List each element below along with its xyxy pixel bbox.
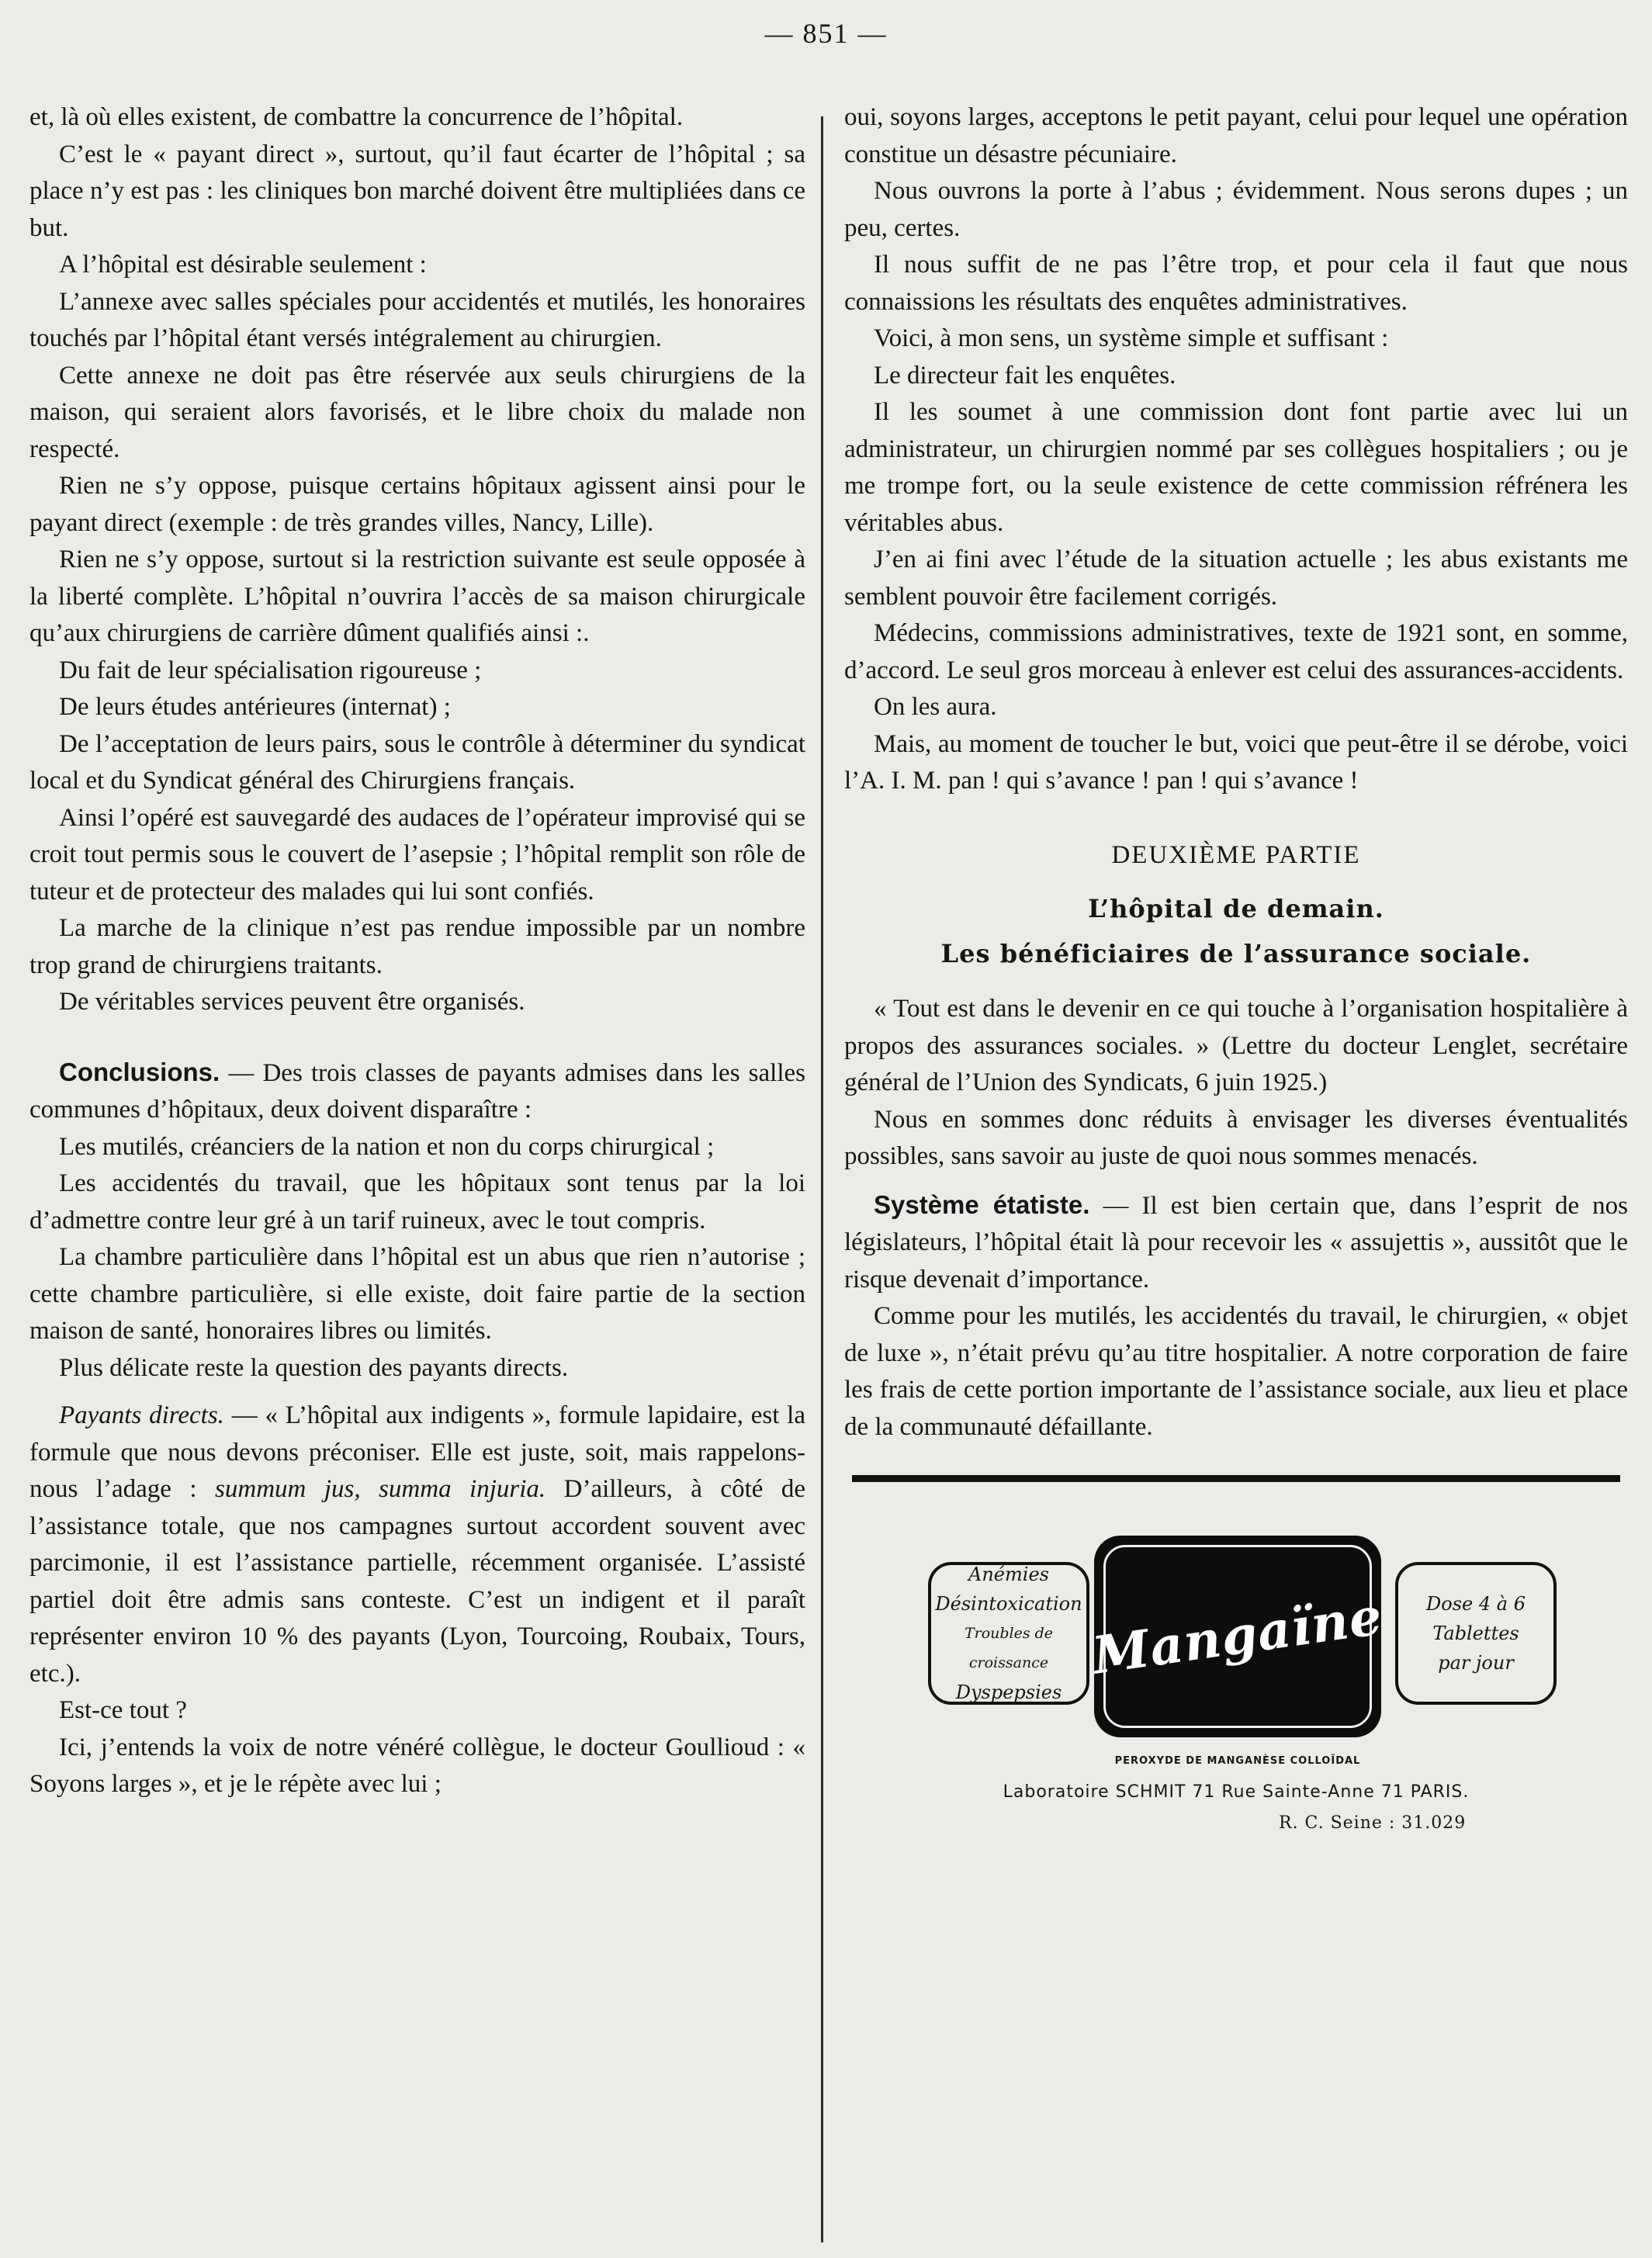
ad-divider	[852, 1475, 1620, 1482]
quote-paragraph: « Tout est dans le devenir en ce qui touche à l’organisation hospitalière à propos des assurances sociales. » (Lettre du docteur Lenglet, secrétaire général de l’Union des Syndicats, 6 juin 1925.)	[844, 995, 1628, 1096]
ad-indication: Troubles de croissance	[964, 1625, 1054, 1671]
paragraph: Les mutilés, créanciers de la nation et non du corps chirurgical ;	[59, 1132, 715, 1161]
paragraph: Rien ne s’y oppose, surtout si la restriction suivante est seule opposée à la liberté complète. L’hôpital n’ouvrira l’accès de sa maison chirurgicale qu’aux chirurgiens de carrière dûment qualifiés ainsi :.	[29, 545, 805, 647]
ad-registry-number: R. C. Seine : 31.029	[1279, 1813, 1467, 1833]
conclusions-paragraph	[29, 1054, 805, 1129]
paragraph: Nous en sommes donc réduits à envisager les diverses éventualités possibles, sans savoir au juste de quoi nous sommes menacés.	[844, 1105, 1628, 1170]
paragraph: On les aura.	[874, 693, 997, 721]
paragraph: Du fait de leur spécialisation rigoureuse ;	[59, 656, 482, 684]
ad-dosage: Dose 4 à 6	[1426, 1593, 1526, 1615]
paragraph: Plus délicate reste la question des payants directs.	[59, 1353, 569, 1382]
paragraph: Ici, j’entends la voix de notre vénéré collègue, le docteur Goullioud : « Soyons larges », et je le répète avec lui ;	[29, 1733, 805, 1798]
ad-indication: Désintoxication	[935, 1593, 1082, 1615]
paragraph: et, là où elles existent, de combattre la concurrence de l’hôpital.	[29, 103, 684, 131]
paragraph: Ainsi l’opéré est sauvegardé des audaces de l’opérateur improvisé qui se croit tout permis sous le couvert de l’asepsie ; l’hôpital remplit son rôle de tuteur et de protecteur des malades qui lui sont confiés.	[29, 803, 805, 906]
ad-dosage-box	[1395, 1562, 1557, 1705]
paragraph: A l’hôpital est désirable seulement :	[59, 251, 427, 279]
ad-indications-box	[928, 1562, 1089, 1705]
conclusions-heading: Conclusions.	[59, 1057, 220, 1086]
paragraph: La chambre particulière dans l’hôpital est un abus que rien n’autorise ; cette chambre particulière, si elle existe, doit faire partie de la section maison de santé, honoraires libres ou limités.	[29, 1243, 805, 1345]
paragraph: Médecins, commissions administratives, texte de 1921 sont, en somme, d’accord. Le seul gros morceau à enlever est celui des assurances-accidents.	[844, 619, 1628, 684]
paragraph: Le directeur fait les enquêtes.	[874, 361, 1176, 390]
paragraph: Mais, au moment de toucher le but, voici que peut-être il se dérobe, voici l’A. I. M. pan ! qui s’avance ! pan ! qui s’avance !	[844, 729, 1628, 795]
column-divider	[821, 116, 823, 2242]
left-column	[29, 99, 805, 1803]
paragraph: La marche de la clinique n’est pas rendue impossible par un nombre trop grand de chirurgiens traitants.	[29, 914, 805, 979]
paragraph: Nous ouvrons la porte à l’abus ; évidemment. Nous serons dupes ; un peu, certes.	[844, 177, 1628, 242]
paragraph: Il nous suffit de ne pas l’être trop, et pour cela il faut que nous connaissions les résultats des enquêtes administratives.	[844, 251, 1628, 316]
ad-brand-plate	[1089, 1536, 1387, 1737]
ad-laboratory-address: Laboratoire SCHMIT 71 Rue Sainte-Anne 71 PARIS.	[1003, 1782, 1470, 1802]
right-column	[844, 99, 1628, 1840]
brand-logo: Mangaïne	[1089, 1585, 1387, 1687]
paragraph: De leurs études antérieures (internat) ;	[59, 693, 451, 721]
ad-indication: Anémies	[968, 1564, 1049, 1585]
paragraph: L’annexe avec salles spéciales pour accidentés et mutilés, les honoraires touchés par l’hôpital étant versés intégralement au chirurgien.	[29, 287, 805, 352]
advertisement	[844, 1475, 1628, 1840]
paragraph: De l’acceptation de leurs pairs, sous le contrôle à déterminer du syndicat local et du Syndicat général des Chirurgiens français.	[29, 729, 805, 795]
conclusions-text: — Des trois classes de payants admises dans les salles communes d’hôpitaux, deux doivent disparaître :	[29, 1058, 805, 1124]
paragraph: J’en ai fini avec l’étude de la situation actuelle ; les abus existants me semblent pouvoir être facilement corrigés.	[844, 545, 1628, 611]
systeme-paragraph: Système étatiste. — Il est bien certain que, dans l’esprit de nos législateurs, l’hôpital était là pour recevoir les « assujettis », aussitôt que le risque devenait d’importance.	[844, 1190, 1629, 1294]
paragraph: Voici, à mon sens, un système simple et suffisant :	[874, 324, 1389, 352]
paragraph: Comme pour les mutilés, les accidentés du travail, le chirurgien, « objet de luxe », n’était prévu qu’au titre hospitalier. A notre corporation de faire les frais de cette portion importante de l’assistance sociale, aux lieu et place de la communauté défaillante.	[844, 1302, 1628, 1441]
paragraph: Les accidentés du travail, que les hôpitaux sont tenus par la loi d’admettre contre leur gré à un tarif ruineux, avec le tout compris.	[29, 1169, 805, 1235]
paragraph: Rien ne s’y oppose, puisque certains hôpitaux agissent ainsi pour le payant direct (exemple : de très grandes villes, Nancy, Lille).	[29, 472, 805, 537]
ad-dosage: Tablettes	[1432, 1623, 1519, 1644]
systeme-heading: Système étatiste.	[874, 1190, 1090, 1219]
latin-adage: summum jus, summa injuria.	[215, 1475, 546, 1503]
paragraph: De véritables services peuvent être organisés.	[59, 988, 525, 1016]
paragraph: Il les soumet à une commission dont font partie avec lui un administrateur, un chirurgien nommé par ses collègues hospitaliers ; ou je me trompe fort, ou la seule existence de cette commission réfrénera les véritables abus.	[844, 398, 1628, 537]
paragraph: oui, soyons larges, acceptons le petit payant, celui pour lequel une opération constitue un désastre pécuniaire.	[844, 103, 1628, 168]
ad-indication: Dyspepsies	[955, 1681, 1062, 1703]
payants-paragraph: Payants directs. — « L’hôpital aux indigents », formule lapidaire, est la formule que nous devons préconiser. Elle est juste, soit, mais rappelons-nous l’adage : summum jus, summa injuria. D’ailleurs, à côté de l’assistance totale, que nos campagnes surtout accordent souvent avec parcimonie, il est l’assistance partielle, récemment organisée. L’assisté partiel doit être admis sans conteste. C’est un indigent et il paraît représenter environ 10 % des payants (Lyon, Tourcoing, Roubaix, Tours, etc.).	[29, 1401, 806, 1688]
paragraph: Est-ce tout ?	[59, 1696, 187, 1724]
page-number: — 851 —	[764, 18, 888, 49]
paragraph: C’est le « payant direct », surtout, qu’il faut écarter de l’hôpital ; sa place n’y est pas : les cliniques bon marché doivent être multipliées dans ce but.	[29, 140, 805, 242]
ad-dosage: par jour	[1438, 1652, 1514, 1674]
section-title: L’hôpital de demain.	[1088, 894, 1384, 923]
payants-heading: Payants directs.	[59, 1401, 224, 1429]
part-title: DEUXIÈME PARTIE	[1111, 840, 1361, 869]
section-subtitle: Les bénéficiaires de l’assurance sociale.	[940, 938, 1532, 968]
ad-product-caption: PEROXYDE DE MANGANÈSE COLLOÏDAL	[1114, 1755, 1361, 1767]
paragraph: Cette annexe ne doit pas être réservée aux seuls chirurgiens de la maison, qui seraient alors favorisés, et le libre choix du malade non respecté.	[29, 361, 805, 463]
